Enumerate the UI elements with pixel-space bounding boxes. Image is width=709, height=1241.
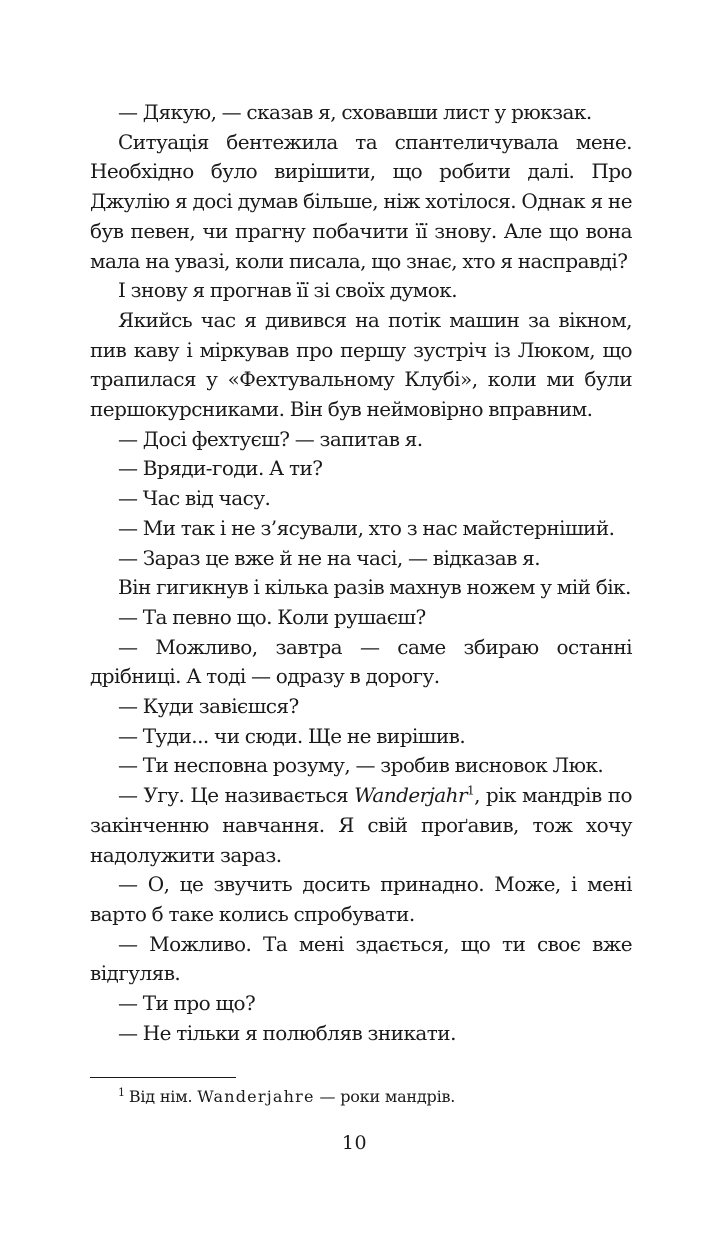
wanderjahr-term: Wanderjahr [354, 783, 468, 808]
footnote-number: 1 [118, 1085, 125, 1099]
footnote-reference[interactable]: 1 [467, 783, 475, 798]
paragraph-13: — Куди завієшся? [118, 694, 299, 719]
paragraph-wanderjahr-end: , рік мандрів по закінченню навчання. Я свій проґавив, тож хочу надолужити зараз. [90, 783, 632, 867]
paragraph-wanderjahr-start: — Угу. Це називається [118, 783, 355, 808]
paragraph-4: Якийсь час я дивився на потік машин за вікном, пив каву і міркував про першу зустріч із Люком, що трапилася у «Фехтувальному Клубі», коли ми були першокурсниками. Він був неймовірно вправним. [90, 307, 632, 422]
paragraph-19: — Ти про що? [118, 991, 256, 1016]
page-number: 10 [341, 1132, 368, 1154]
paragraph-15: — Ти несповна розуму, — зробив висновок Люк. [118, 753, 604, 778]
paragraph-3: І знову я прогнав її зі своїх думок. [118, 278, 458, 303]
footnote-prefix: Від нім. [128, 1087, 198, 1106]
paragraph-18: — Можливо. Та мені здається, що ти своє вже відгуляв. [90, 931, 632, 986]
footnote-term: Wanderjahre [197, 1087, 315, 1106]
paragraph-11: — Та певно що. Коли рушаєш? [118, 604, 426, 629]
footnote [118, 1086, 638, 1108]
paragraph-2: Ситуація бентежила та спантеличувала мене. Необхідно було вирішити, що робити далі. Про Джулію я досі думав більше, ніж хотілося. Однак я не був певен, чи прагну побачити її знову. Але що вона мала на увазі, коли писала, що знає, хто я насправді? [90, 129, 632, 273]
paragraph-12: — Можливо, завтра — саме збираю останні дрібниці. А тоді — одразу в дорогу. [90, 634, 632, 689]
paragraph-8: — Ми так і не з’ясували, хто з нас майстерніший. [118, 515, 615, 540]
paragraph-10: Він гигикнув і кілька разів махнув ножем у мій бік. [118, 575, 631, 600]
body-text [90, 98, 632, 1049]
paragraph-wanderjahr [90, 781, 632, 870]
paragraph-20: — Не тільки я полюбляв зникати. [118, 1020, 456, 1045]
paragraph-9: — Зараз це вже й не на часі, — відказав я. [118, 545, 540, 570]
paragraph-1: — Дякую, — сказав я, сховавши лист у рюкзак. [118, 100, 592, 124]
paragraph-6: — Вряди-годи. А ти? [118, 456, 323, 481]
paragraph-7: — Час від часу. [118, 486, 271, 511]
footnote-suffix: — роки мандрів. [314, 1087, 456, 1106]
paragraph-17: — О, це звучить досить принадно. Може, і мені варто б таке колись спробувати. [90, 872, 632, 926]
footnote-divider [90, 1077, 236, 1078]
paragraph-5: — Досі фехтуєш? — запитав я. [118, 426, 423, 451]
paragraph-14: — Туди... чи сюди. Ще не вирішив. [118, 723, 466, 748]
